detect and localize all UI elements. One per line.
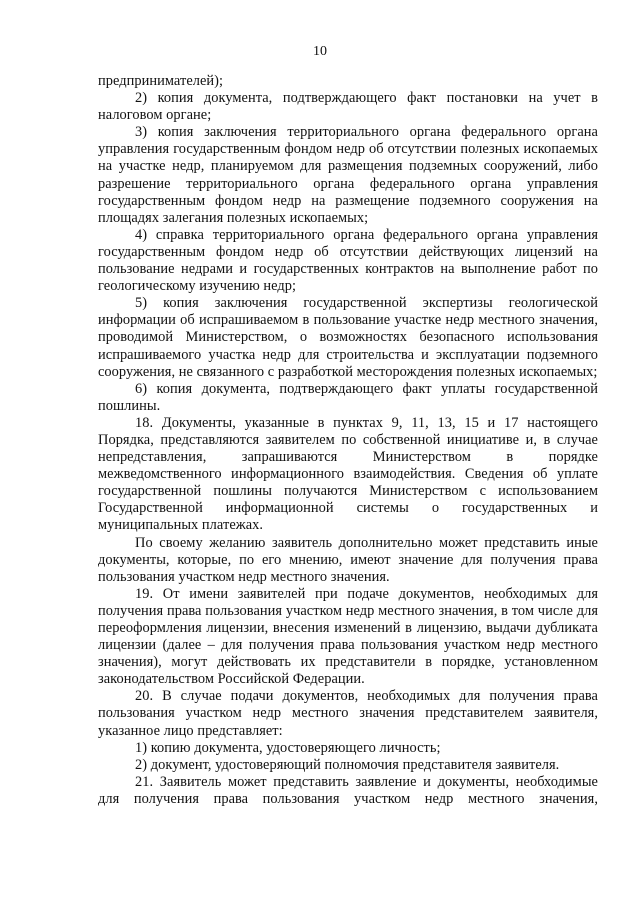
paragraph: предпринимателей); [98,73,224,89]
paragraph: 21. Заявитель может представить заявление и документы, необходимые для получения права пользования участком недр местного значения, [98,773,598,807]
paragraph: 1) копию документа, удостоверяющего личность; [135,739,441,756]
paragraph: По своему желанию заявитель дополнительно может представить иные документы, которые, по его мнению, имеют значение для получения права пользования участком недр местного значения. [98,534,598,585]
page-number: 10 [313,44,327,59]
paragraph: 18. Документы, указанные в пунктах 9, 11, 13, 15 и 17 настоящего Порядка, представляются заявителем по собственной инициативе и, в случае непредставления, запрашиваются Министерством в порядке межведомственного информационного взаимодействия. Сведения об уплате государственной пошлины получаются Министерством с использованием Государственной информационной системы о государственных и муниципальных платежах. [98,414,598,534]
paragraph: 4) справка территориального органа федерального органа управления государственным фондом недр об отсутствии действующих лицензий на пользование недрами и государственных контрактов на выполнение работ по геологическому изучению недр; [98,226,598,295]
paragraph: 20. В случае подачи документов, необходимых для получения права пользования участком недр местного значения представителем заявителя, указанное лицо представляет: [98,688,598,739]
paragraph: 2) копия документа, подтверждающего факт постановки на учет в налоговом органе; [98,90,598,124]
paragraph: 6) копия документа, подтверждающего факт уплаты государственной пошлины. [98,380,598,414]
paragraph: 3) копия заключения территориального органа федерального органа управления государственным фондом недр об отсутствии полезных ископаемых на участке недр, планируемом для размещения подземных сооружений, либо разрешение территориального органа федерального органа управления государственным фондом недр на размещение подземного сооружения на площадях залегания полезных ископаемых; [98,124,598,226]
paragraph: 2) документ, удостоверяющий полномочия представителя заявителя. [135,756,560,773]
paragraph: 19. От имени заявителей при подаче документов, необходимых для получения права пользования участком недр местного значения, в том числе для переоформления лицензии, внесения изменений в лицензию, выдачи дубликата лицензии (далее – для получения права пользования участком недр местного значения), могут действовать их представители в порядке, установленном законодательством Российской Федерации. [98,585,598,688]
paragraph: 5) копия заключения государственной экспертизы геологической информации об испрашиваемом в пользование участке недр местного значения, проводимой Министерством, о возможностях безопасного использования испрашиваемого участка недр для строительства и эксплуатации подземного сооружения, не связанного с разработкой месторождения полезных ископаемых; [98,295,598,380]
document-body [98,73,598,808]
